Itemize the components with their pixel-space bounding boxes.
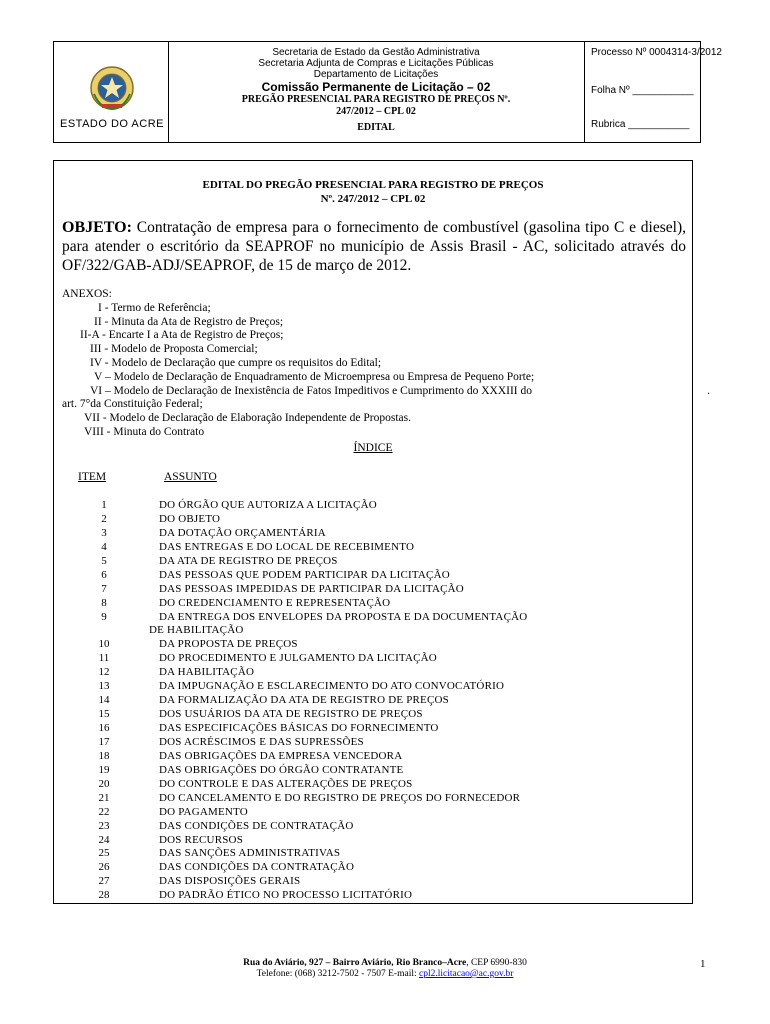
header-process-cell	[585, 42, 722, 142]
anexo-item	[62, 329, 686, 343]
item-subject: DAS DISPOSIÇÕES GERAIS	[159, 875, 301, 888]
objeto-label: OBJETO:	[62, 219, 132, 236]
item-subject: DE HABILITAÇÃO	[149, 624, 244, 637]
anexo-number: VI –	[90, 384, 111, 397]
anexo-number: IV -	[90, 356, 109, 369]
item-number: 3	[101, 526, 107, 539]
footer-contact	[0, 969, 770, 980]
anexo-item	[62, 412, 686, 426]
address-text: Rua do Aviário, 927 – Bairro Aviário, Rio Branco–Acre	[243, 958, 467, 968]
indice-row	[54, 708, 692, 722]
item-number: 18	[98, 749, 110, 762]
item-subject: DO CONTROLE E DAS ALTERAÇÕES DE PREÇOS	[159, 777, 413, 790]
edital-title-line-2: Nº. 247/2012 – CPL 02	[320, 193, 426, 205]
item-subject: DA ATA DE REGISTRO DE PREÇOS	[159, 554, 338, 567]
anexo-text: Encarte I a Ata de Registro de Preços;	[108, 329, 284, 342]
item-subject: DO CANCELAMENTO E DO REGISTRO DE PREÇOS DO FORNECEDOR	[159, 791, 521, 804]
indice-row	[54, 820, 692, 834]
item-subject: DA FORMALIZAÇÃO DA ATA DE REGISTRO DE PREÇOS	[159, 694, 449, 707]
indice-row	[54, 834, 692, 848]
institution-line-1: Secretaria de Estado da Gestão Administrativa	[272, 47, 480, 58]
item-number: 22	[98, 805, 110, 818]
item-subject: DO PROCEDIMENTO E JULGAMENTO DA LICITAÇÃO	[159, 652, 437, 665]
indice-row	[54, 555, 692, 569]
item-subject: DAS OBRIGAÇÕES DA EMPRESA VENCEDORA	[159, 749, 403, 762]
page-number: 1	[700, 958, 706, 970]
edital-label: EDITAL	[357, 122, 395, 133]
indice-row	[54, 778, 692, 792]
phone-text: Telefone: (068) 3212-7502 - 7507 E-mail:	[256, 969, 417, 979]
indice-row	[54, 750, 692, 764]
item-number: 10	[98, 638, 110, 651]
anexo-text: art. 7°da Constituição Federal;	[62, 398, 203, 411]
item-subject: DAS ENTREGAS E DO LOCAL DE RECEBIMENTO	[159, 540, 415, 553]
indice-row	[54, 541, 692, 555]
anexo-number: VIII -	[84, 425, 111, 438]
state-coat-of-arms-icon	[88, 64, 136, 112]
indice-row	[54, 680, 692, 694]
item-number: 2	[101, 512, 107, 525]
indice-row	[54, 666, 692, 680]
anexo-text: Modelo de Declaração de Elaboração Independente de Propostas.	[109, 412, 411, 425]
indice-row	[54, 611, 692, 625]
item-number: 15	[98, 708, 110, 721]
indice-row-continuation	[54, 624, 692, 638]
rubrica-field: Rubrica ___________	[591, 119, 690, 130]
anexo-item	[62, 426, 686, 440]
indice-row	[54, 694, 692, 708]
anexo-item	[62, 357, 686, 371]
anexo-text: Modelo de Declaração que cumpre os requisitos do Edital;	[111, 356, 382, 369]
item-number: 28	[98, 889, 110, 902]
indice-row	[54, 847, 692, 861]
item-subject: DOS ACRÉSCIMOS E DAS SUPRESSÕES	[159, 735, 364, 748]
item-subject: DO CREDENCIAMENTO E REPRESENTAÇÃO	[159, 596, 391, 609]
objeto-text: Contratação de empresa para o fornecimento de combustível (gasolina tipo C e diesel), para atender o escritório da SEAPROF no município de Assis Brasil - AC, solicitado através do OF/322/GAB-ADJ/SEAPROF, de 15 de março de 2012.	[62, 219, 687, 274]
anexo-text: Termo de Referência;	[111, 301, 211, 314]
indice-row	[54, 513, 692, 527]
item-subject: DAS ESPECIFICAÇÕES BÁSICAS DO FORNECIMENTO	[159, 722, 439, 734]
cep-text: , CEP 6990-830	[466, 958, 527, 968]
indice-row	[54, 597, 692, 611]
item-subject: DO OBJETO	[159, 512, 221, 525]
indice-row	[54, 806, 692, 820]
indice-row	[54, 861, 692, 875]
item-number: 11	[98, 652, 110, 665]
anexo-number: II-A -	[80, 329, 106, 342]
item-subject: DA ENTREGA DOS ENVELOPES DA PROPOSTA E DA DOCUMENTAÇÃO	[159, 610, 528, 623]
item-subject: DAS PESSOAS QUE PODEM PARTICIPAR DA LICITAÇÃO	[159, 568, 450, 581]
anexos-list	[62, 288, 710, 440]
indice-row	[54, 527, 692, 541]
anexo-number: VII -	[84, 412, 107, 425]
process-number: Processo Nº 0004314-3/2012	[591, 47, 722, 58]
email-link[interactable]: cpl2.licitacao@ac.gov.br	[419, 969, 514, 979]
institution-line-2: Secretaria Adjunta de Compras e Licitações Públicas	[258, 58, 494, 69]
indice-row	[54, 736, 692, 750]
indice-row	[54, 583, 692, 597]
anexo-text: Modelo de Declaração de Inexistência de Fatos Impeditivos e Cumprimento do XXXIII do	[113, 384, 532, 397]
page-footer	[0, 958, 770, 980]
anexo-text: Modelo de Declaração de Enquadramento de Microempresa ou Empresa de Pequeno Porte;	[113, 370, 535, 383]
anexo-item-continuation	[62, 398, 686, 412]
pregao-line-2: 247/2012 – CPL 02	[336, 106, 416, 117]
item-number: 5	[101, 554, 107, 567]
item-subject: DO PAGAMENTO	[159, 805, 248, 818]
item-number: 6	[101, 568, 107, 581]
item-subject: DAS PESSOAS IMPEDIDAS DE PARTICIPAR DA LICITAÇÃO	[159, 582, 464, 595]
edital-body	[53, 160, 710, 904]
item-number: 1	[101, 499, 107, 511]
anexo-text: Minuta da Ata de Registro de Preços;	[111, 315, 284, 328]
item-subject: DA DOTAÇÃO ORÇAMENTÁRIA	[159, 526, 326, 539]
item-number: 21	[98, 791, 110, 804]
item-subject: DAS SANÇÕES ADMINISTRATIVAS	[159, 847, 341, 860]
item-subject: DAS CONDIÇÕES DA CONTRATAÇÃO	[159, 861, 355, 874]
item-number: 25	[98, 847, 110, 860]
anexo-number: I -	[98, 301, 109, 314]
trailing-dot: .	[707, 384, 710, 397]
anexo-item	[62, 316, 686, 330]
assunto-column-header: ASSUNTO	[164, 471, 217, 483]
pregao-line-1: PREGÃO PRESENCIAL PARA REGISTRO DE PREÇOS Nº.	[241, 94, 511, 105]
folha-field: Folha Nº ___________	[591, 85, 694, 96]
objeto-paragraph	[62, 218, 686, 275]
item-number: 19	[98, 763, 110, 776]
item-number: 16	[98, 722, 110, 734]
item-subject: DA PROPOSTA DE PREÇOS	[159, 638, 298, 651]
item-number: 20	[98, 777, 110, 790]
anexo-item	[62, 302, 686, 316]
item-number: 26	[98, 861, 110, 874]
indice-row	[54, 499, 692, 513]
indice-row	[54, 638, 692, 652]
item-number: 23	[98, 819, 110, 832]
indice-heading: ÍNDICE	[353, 442, 393, 454]
anexo-text: Modelo de Proposta Comercial;	[111, 343, 258, 356]
anexo-item	[62, 384, 710, 399]
item-subject: DA HABILITAÇÃO	[159, 666, 255, 679]
item-subject: DA IMPUGNAÇÃO E ESCLARECIMENTO DO ATO CONVOCATÓRIO	[159, 680, 505, 693]
indice-row	[54, 569, 692, 583]
footer-address	[0, 958, 770, 969]
item-number: 14	[98, 694, 110, 707]
item-number: 24	[98, 833, 110, 846]
anexo-number: III -	[90, 343, 109, 356]
header-emblem-cell	[54, 42, 169, 142]
item-number: 4	[101, 540, 107, 553]
item-subject: DOS USUÁRIOS DA ATA DE REGISTRO DE PREÇOS	[159, 708, 423, 721]
item-number: 9	[101, 610, 107, 623]
anexo-number: V –	[94, 370, 111, 383]
item-number: 17	[98, 735, 110, 748]
item-number: 12	[98, 666, 110, 679]
item-number: 7	[101, 582, 107, 595]
indice-row	[54, 792, 692, 806]
item-subject: DAS OBRIGAÇÕES DO ÓRGÃO CONTRATANTE	[159, 763, 404, 776]
item-number: 27	[98, 875, 110, 888]
item-column-header: ITEM	[78, 471, 107, 483]
indice-row	[54, 764, 692, 778]
anexos-label: ANEXOS:	[62, 288, 112, 300]
item-subject: DOS RECURSOS	[159, 833, 244, 846]
commission-name: Comissão Permanente de Licitação – 02	[261, 80, 491, 94]
indice-row	[54, 722, 692, 736]
anexo-number: II -	[94, 315, 109, 328]
anexo-item	[62, 343, 686, 357]
state-name-label: ESTADO DO ACRE	[60, 118, 164, 130]
item-number: 8	[101, 596, 107, 609]
anexo-text: Minuta do Contrato	[113, 425, 205, 438]
item-number: 13	[98, 680, 110, 693]
item-subject: DO ÓRGÃO QUE AUTORIZA A LICITAÇÃO	[159, 499, 377, 511]
item-subject: DAS CONDIÇÕES DE CONTRATAÇÃO	[159, 819, 354, 832]
indice-row	[54, 652, 692, 666]
header-institution-cell	[168, 42, 585, 142]
edital-title-line-1: EDITAL DO PREGÃO PRESENCIAL PARA REGISTRO DE PREÇOS	[202, 179, 544, 191]
institution-line-3: Departamento de Licitações	[313, 69, 439, 80]
document-header	[53, 41, 722, 143]
item-subject: DO PADRÃO ÉTICO NO PROCESSO LICITATÓRIO	[159, 889, 413, 902]
indice-row	[54, 889, 692, 903]
indice-row	[54, 875, 692, 889]
indice-list	[54, 499, 692, 903]
anexo-item	[62, 371, 686, 385]
